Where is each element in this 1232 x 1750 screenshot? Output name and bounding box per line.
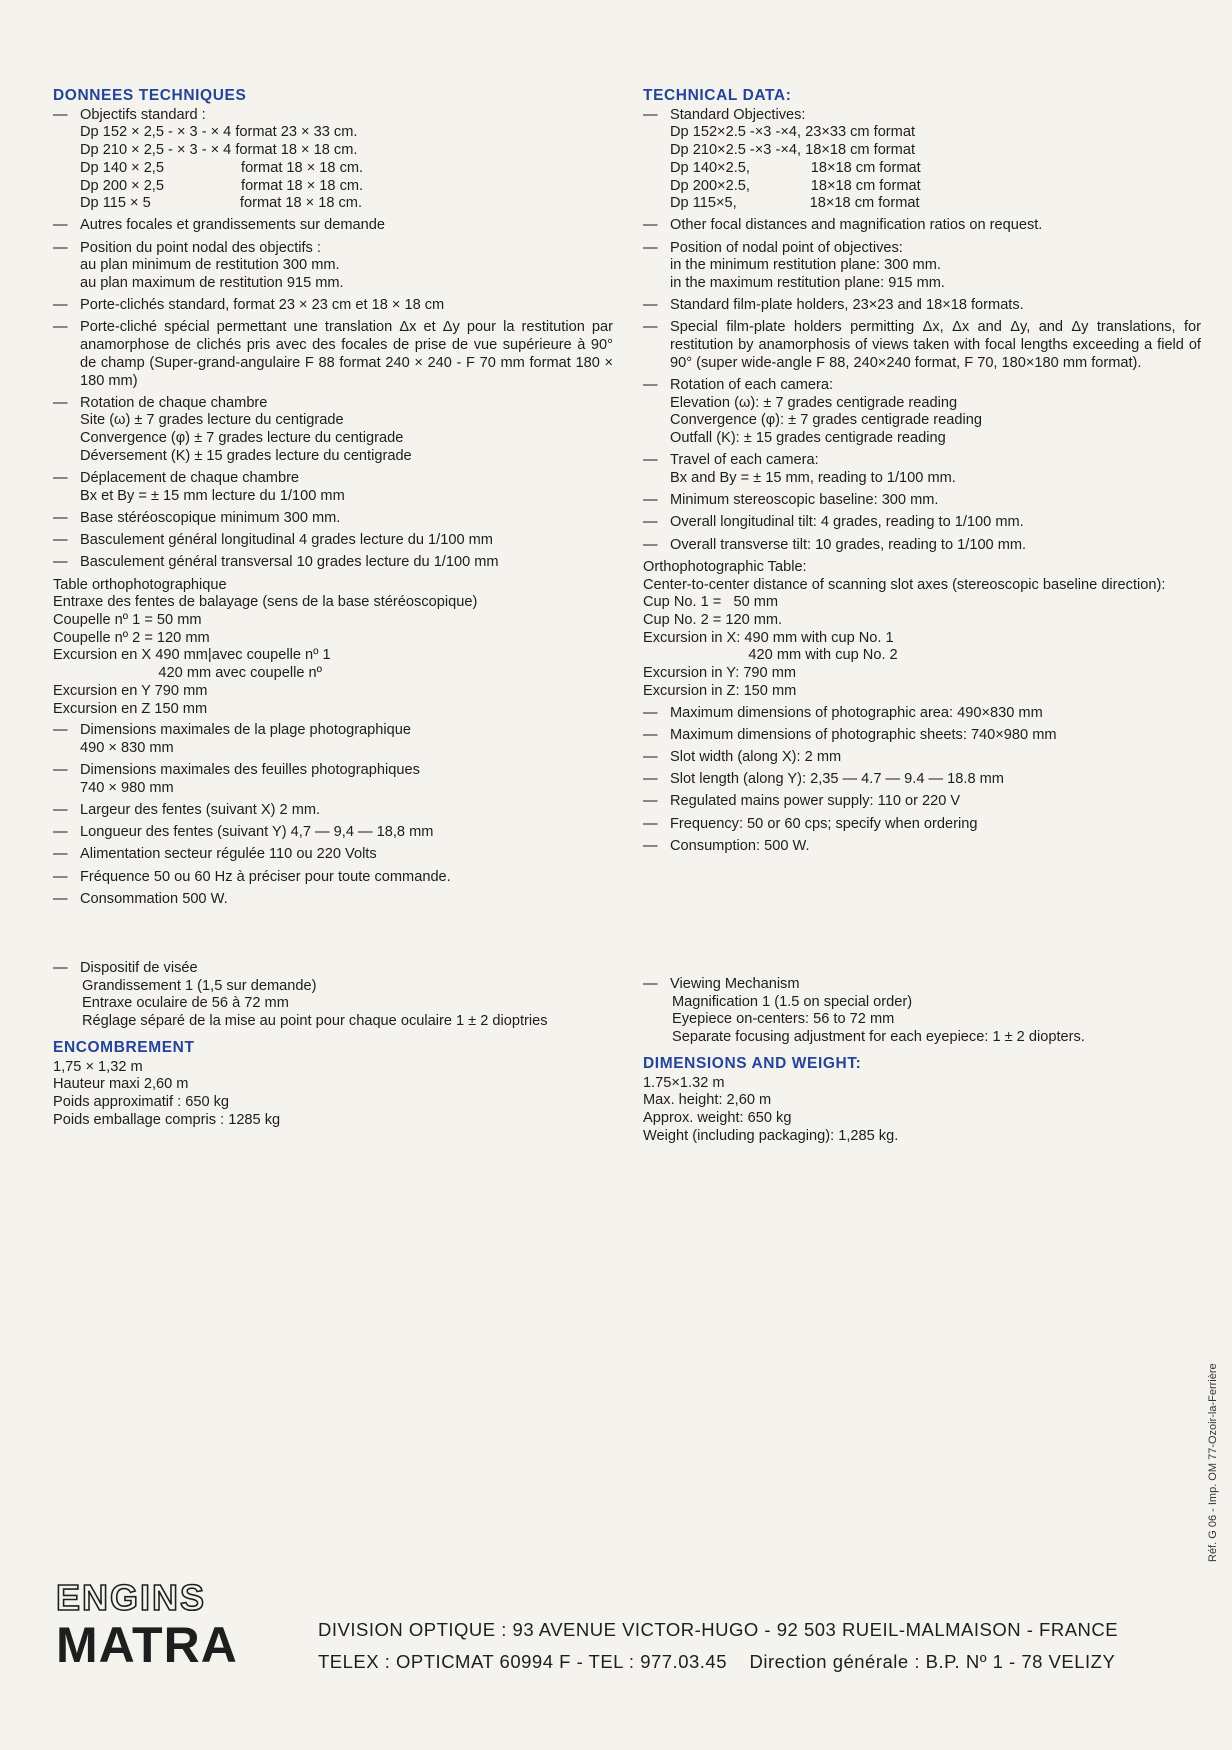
- fr-autres-item: — Autres focales et grandissements sur demande: [53, 217, 613, 235]
- fr-base-item: — Base stéréoscopique minimum 300 mm.: [53, 510, 613, 528]
- fr-deplacement-line: Bx et By = ± 15 mm lecture du 1/100 mm: [80, 487, 345, 504]
- fr-objectif-line: Dp 140 × 2,5 format 18 × 18 cm.: [80, 159, 364, 176]
- en-nodal-line: in the minimum restitution plane: 300 mm.: [670, 257, 941, 274]
- french-column: [53, 87, 613, 913]
- en-viewing-line: Magnification 1 (1.5 on special order): [672, 993, 913, 1010]
- en-rotation-line: Convergence (φ): ± 7 grades centigrade reading: [670, 412, 982, 429]
- english-viewing-block: [643, 976, 1201, 1145]
- en-table-line: Cup No. 1 = 50 mm: [643, 594, 779, 611]
- en-table-line: Cup No. 2 = 120 mm.: [643, 611, 783, 628]
- fr-encombrement-line: Poids emballage compris : 1285 kg: [53, 1111, 281, 1128]
- fr-visee-title: — Dispositif de visée: [80, 960, 198, 976]
- fr-porte-item: — Porte-clichés standard, format 23 × 23 cm et 18 × 18 cm: [53, 297, 613, 315]
- fr-longueur-item: — Longueur des fentes (suivant Y) 4,7 — 9,4 — 18,8 mm: [53, 824, 613, 842]
- fr-bascule-trans-item: — Basculement général transversal 10 grades lecture du 1/100 mm: [53, 554, 613, 572]
- en-table-line: Excursion in X: 490 mm with cup No. 1: [643, 629, 894, 646]
- fr-objectifs-item: [53, 107, 613, 213]
- en-table-line: Orthophotographic Table:: [643, 558, 807, 575]
- fr-plage-value: 490 × 830 mm: [80, 739, 174, 756]
- en-travel-item: [643, 452, 1201, 487]
- en-max-area-item: — Maximum dimensions of photographic area: 490×830 mm: [643, 705, 1201, 723]
- en-viewing-title: — Viewing Mechanism: [670, 976, 800, 992]
- en-dimensions-heading: DIMENSIONS AND WEIGHT:: [643, 1054, 862, 1072]
- en-dimensions-line: Approx. weight: 650 kg: [643, 1109, 792, 1126]
- fr-rotation-item: [53, 395, 613, 466]
- en-rotation-title: — Rotation of each camera:: [670, 377, 834, 394]
- fr-rotation-line: Convergence (φ) ± 7 grades lecture du centigrade: [80, 430, 404, 447]
- en-objective-line: Dp 210×2.5 -×3 -×4, 18×18 cm format: [670, 142, 915, 159]
- en-objective-line: Dp 140×2.5, 18×18 cm format: [670, 159, 921, 176]
- fr-objectif-line: Dp 152 × 2,5 - × 3 - × 4 format 23 × 33 cm.: [80, 124, 358, 141]
- en-table-line: Excursion in Z: 150 mm: [643, 682, 797, 699]
- fr-plage-item: [53, 722, 613, 757]
- fr-encombrement-line: Hauteur maxi 2,60 m: [53, 1076, 189, 1093]
- fr-objectif-line: Dp 115 × 5 format 18 × 18 cm.: [80, 195, 362, 212]
- en-max-sheets-item: — Maximum dimensions of photographic sheets: 740×980 mm: [643, 727, 1201, 745]
- fr-alimentation-item: — Alimentation secteur régulée 110 ou 220 Volts: [53, 846, 613, 864]
- fr-table-line: Table orthophotographique: [53, 576, 227, 593]
- en-table-line: Center-to-center distance of scanning slot axes (stereoscopic baseline direction):: [643, 576, 1166, 593]
- fr-table-line: Excursion en Z 150 mm: [53, 700, 208, 717]
- fr-porte-special-item: — Porte-cliché spécial permettant une translation Δx et Δy pour la restitution par anamorphose de clichés pris avec des focales de prise de vue supérieure à 90° de champ (Super-grand-angulaire F 88 format 240 × 240 - F 70 mm format 180 × 180 mm): [53, 319, 613, 390]
- en-table-line: Excursion in Y: 790 mm: [643, 665, 797, 682]
- fr-encombrement-line: 1,75 × 1,32 m: [53, 1058, 143, 1075]
- en-objective-line: Dp 152×2.5 -×3 -×4, 23×33 cm format: [670, 124, 915, 141]
- fr-table-line: Entraxe des fentes de balayage (sens de la base stéréoscopique): [53, 594, 478, 611]
- en-dimensions-line: Max. height: 2,60 m: [643, 1092, 772, 1109]
- fr-table-line: Excursion en Y 790 mm: [53, 682, 208, 699]
- fr-nodal-title: — Position du point nodal des objectifs :: [80, 239, 321, 256]
- en-nodal-item: [643, 240, 1201, 293]
- fr-nodal-line: au plan minimum de restitution 300 mm.: [80, 257, 340, 274]
- french-visee-block: [53, 960, 613, 1129]
- en-frequency-item: — Frequency: 50 or 60 cps; specify when ordering: [643, 816, 1201, 834]
- fr-plage-title: — Dimensions maximales de la plage photographique: [80, 722, 411, 739]
- en-rotation-line: Elevation (ω): ± 7 grades centigrade reading: [670, 394, 958, 411]
- en-rotation-item: [643, 377, 1201, 448]
- fr-encombrement-heading: ENCOMBREMENT: [53, 1038, 195, 1056]
- en-table-line: 420 mm with cup No. 2: [643, 647, 898, 664]
- fr-nodal-line: au plan maximum de restitution 915 mm.: [80, 275, 344, 292]
- fr-rotation-line: Site (ω) ± 7 grades lecture du centigrade: [80, 412, 344, 429]
- fr-largeur-item: — Largeur des fentes (suivant X) 2 mm.: [53, 802, 613, 820]
- fr-objectif-line: Dp 210 × 2,5 - × 3 - × 4 format 18 × 18 cm.: [80, 142, 358, 159]
- footer-contact: TELEX : OPTICMAT 60994 F - TEL : 977.03.45 Direction générale : B.P. Nº 1 - 78 VELIZY: [318, 1651, 1116, 1672]
- fr-visee-line: Grandissement 1 (1,5 sur demande): [82, 977, 317, 994]
- logo-engins: ENGINS: [56, 1577, 207, 1618]
- fr-table-line: Coupelle nº 1 = 50 mm: [53, 611, 202, 628]
- en-dimensions-line: Weight (including packaging): 1,285 kg.: [643, 1127, 899, 1144]
- reference-text: Réf. G 06 - Imp. OM 77-Ozoir-la-Ferrière: [1207, 1363, 1219, 1562]
- fr-frequence-item: — Fréquence 50 ou 60 Hz à préciser pour toute commande.: [53, 869, 613, 887]
- en-slot-width-item: — Slot width (along X): 2 mm: [643, 749, 1201, 767]
- en-baseline-item: — Minimum stereoscopic baseline: 300 mm.: [643, 492, 1201, 510]
- footer-address: DIVISION OPTIQUE : 93 AVENUE VICTOR-HUGO - 92 503 RUEIL-MALMAISON - FRANCE: [318, 1619, 1119, 1640]
- en-trans-tilt-item: — Overall transverse tilt: 10 grades, reading to 1/100 mm.: [643, 537, 1201, 555]
- fr-table-line: Excursion en X 490 mm|avec coupelle nº 1: [53, 647, 331, 664]
- en-objective-line: Dp 200×2.5, 18×18 cm format: [670, 177, 921, 194]
- en-nodal-line: in the maximum restitution plane: 915 mm.: [670, 275, 945, 292]
- en-nodal-title: — Position of nodal point of objectives:: [670, 239, 903, 256]
- fr-deplacement-item: [53, 470, 613, 505]
- en-rotation-line: Outfall (K): ± 15 grades centigrade reading: [670, 430, 946, 447]
- english-heading: TECHNICAL DATA:: [643, 87, 792, 104]
- fr-table-line: 420 mm avec coupelle nº: [53, 665, 322, 682]
- english-column: [643, 87, 1201, 860]
- fr-nodal-item: [53, 240, 613, 293]
- en-dimensions-line: 1.75×1.32 m: [643, 1074, 725, 1091]
- en-travel-line: Bx and By = ± 15 mm, reading to 1/100 mm.: [670, 470, 956, 487]
- en-travel-title: — Travel of each camera:: [670, 452, 819, 469]
- fr-table-line: Coupelle nº 2 = 120 mm: [53, 629, 210, 646]
- fr-encombrement-line: Poids approximatif : 650 kg: [53, 1093, 230, 1110]
- en-viewing-line: Separate focusing adjustment for each eyepiece: 1 ± 2 diopters.: [672, 1029, 1085, 1046]
- fr-consommation-item: — Consommation 500 W.: [53, 891, 613, 909]
- en-viewing-item: [643, 976, 1201, 1047]
- fr-rotation-title: — Rotation de chaque chambre: [80, 394, 268, 411]
- fr-objectifs-title: — Objectifs standard :: [80, 106, 206, 123]
- fr-deplacement-title: — Déplacement de chaque chambre: [80, 470, 300, 487]
- matra-logo: [56, 1578, 256, 1672]
- en-objective-line: Dp 115×5, 18×18 cm format: [670, 195, 920, 212]
- en-holders-item: — Standard film-plate holders, 23×23 and 18×18 formats.: [643, 297, 1201, 315]
- fr-feuilles-item: [53, 762, 613, 797]
- fr-objectif-line: Dp 200 × 2,5 format 18 × 18 cm.: [80, 177, 364, 194]
- fr-visee-line: Entraxe oculaire de 56 à 72 mm: [82, 995, 289, 1012]
- fr-visee-line: Réglage séparé de la mise au point pour chaque oculaire 1 ± 2 dioptries: [82, 1013, 548, 1030]
- en-objectives-title: — Standard Objectives:: [670, 106, 806, 123]
- en-special-item: — Special film-plate holders permitting Δx, Δx and Δy, and Δy translations, for restitution by anamorphosis of views taken with focal lengths exceeding a field of 90° (super wide-angle F 88, 240×240 format, F 70, 180×180 mm format).: [643, 319, 1201, 372]
- en-consumption-item: — Consumption: 500 W.: [643, 838, 1201, 856]
- en-slot-length-item: — Slot length (along Y): 2,35 — 4.7 — 9.4 — 18.8 mm: [643, 771, 1201, 789]
- en-other-item: — Other focal distances and magnification ratios on request.: [643, 217, 1201, 235]
- logo-matra: MATRA: [56, 1617, 238, 1673]
- fr-visee-item: [53, 960, 613, 1031]
- fr-rotation-line: Déversement (K) ± 15 grades lecture du centigrade: [80, 447, 412, 464]
- fr-bascule-long-item: — Basculement général longitudinal 4 grades lecture du 1/100 mm: [53, 532, 613, 550]
- french-heading: DONNEES TECHNIQUES: [53, 87, 247, 104]
- fr-feuilles-value: 740 × 980 mm: [80, 779, 174, 796]
- en-viewing-line: Eyepiece on-centers: 56 to 72 mm: [672, 1011, 895, 1028]
- en-power-item: — Regulated mains power supply: 110 or 220 V: [643, 793, 1201, 811]
- en-objectives-item: [643, 107, 1201, 213]
- fr-feuilles-title: — Dimensions maximales des feuilles photographiques: [80, 762, 420, 779]
- en-long-tilt-item: — Overall longitudinal tilt: 4 grades, reading to 1/100 mm.: [643, 514, 1201, 532]
